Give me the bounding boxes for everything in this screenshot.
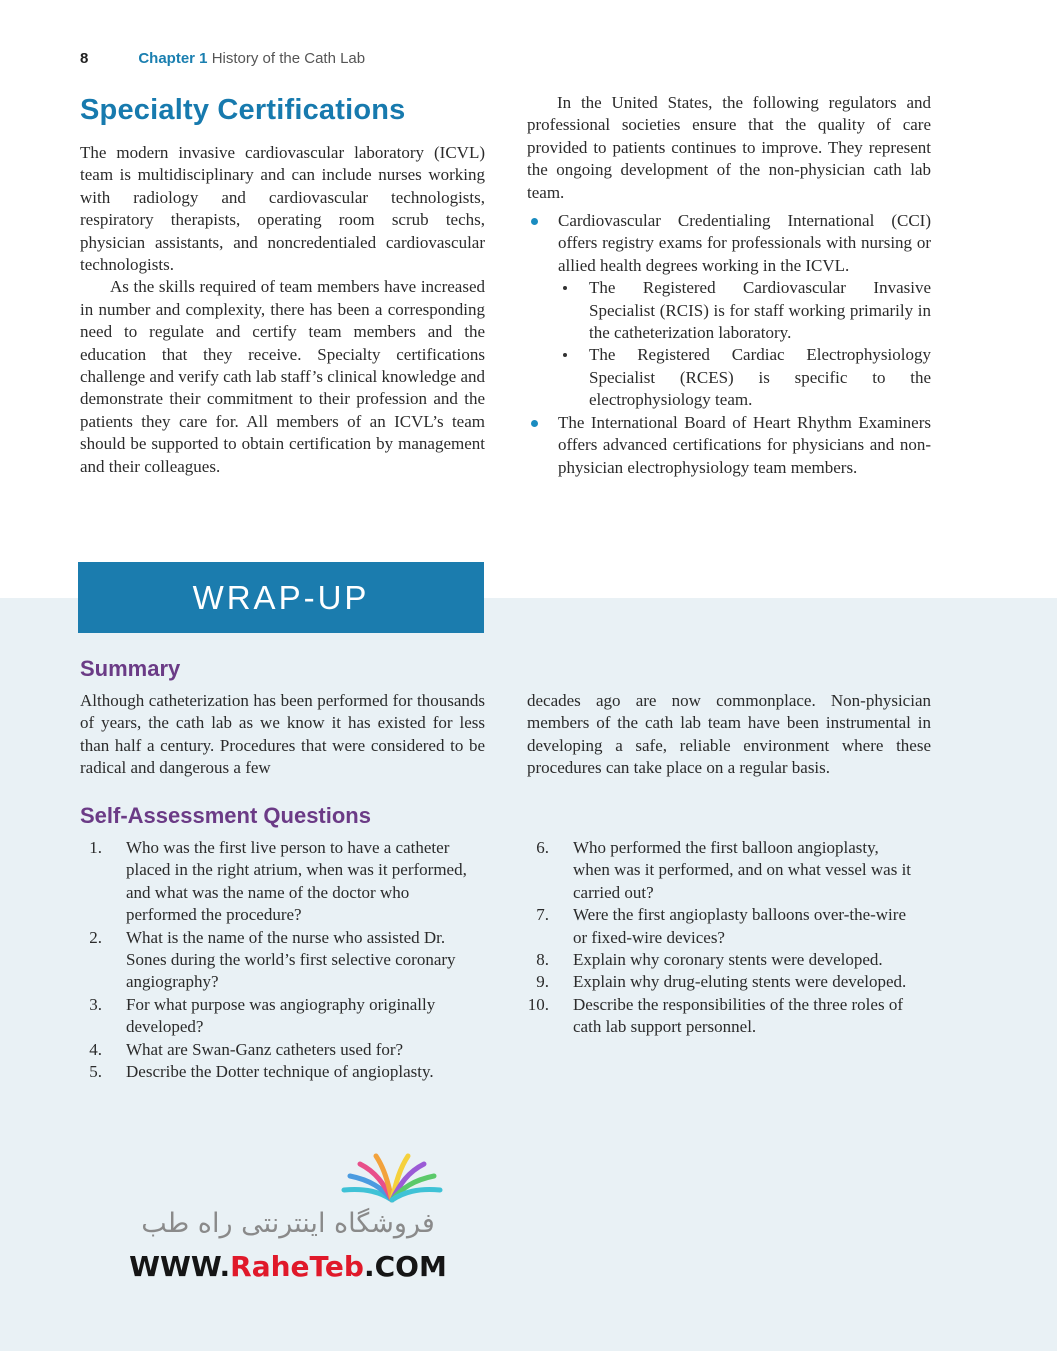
question-item xyxy=(527,994,919,1039)
wrapup-banner: WRAP-UP xyxy=(78,562,484,633)
book-rainbow-logo-icon xyxy=(336,1150,448,1206)
section-heading-specialty: Specialty Certifications xyxy=(80,94,406,126)
question-text: What is the name of the nurse who assisted Dr. Sones during the world’s first selective coronary angiography? xyxy=(126,927,456,992)
question-item xyxy=(80,994,475,1039)
question-text: Explain why coronary stents were developed. xyxy=(573,950,883,970)
list-item-text: Cardiovascular Credentialing International (CCI) offers registry exams for professionals with nursing or allied health degrees working in the ICVL. xyxy=(558,211,931,275)
list-item-text: The Registered Cardiac Electrophysiology Specialist (RCES) is specific to the electrophysiology team. xyxy=(589,345,931,410)
watermark-persian-text: فروشگاه اینترنتی راه طب xyxy=(141,1208,435,1239)
question-item xyxy=(527,949,919,971)
question-number: 10. xyxy=(527,994,549,1014)
list-item-ibhre xyxy=(527,412,931,479)
question-number: 4. xyxy=(89,1039,102,1059)
paragraph-icvl-team: The modern invasive cardiovascular laboratory (ICVL) team is multidisciplinary and can include nurses working with radiology and cardiovascular technologists, respiratory therapists, operating room scrub techs, physician assistants, and noncredentialed cardiovascular technologists. xyxy=(80,143,485,275)
left-column xyxy=(80,142,485,478)
url-brand: RaheTeb xyxy=(230,1250,364,1283)
paragraph-skills: As the skills required of team members have increased in number and complexity, there has been a corresponding need to regulate and certify team members and the education that they receive. Specialty certifications challenge and verify cath lab staff’s clinical knowledge and demonstrate their commitment to their profession and the patients they care for. All members of an ICVL’s team should be supported to obtain certification by management and their colleagues. xyxy=(80,277,485,476)
question-text: Who was the first live person to have a catheter placed in the right atrium, when was it performed, and what was the name of the doctor who performed the procedure? xyxy=(126,838,467,925)
question-item xyxy=(80,1039,475,1061)
questions-list-right xyxy=(527,837,919,1039)
url-prefix: WWW. xyxy=(129,1250,231,1283)
question-item xyxy=(80,927,475,994)
question-number: 9. xyxy=(536,972,549,992)
regulators-list xyxy=(527,210,931,479)
right-column xyxy=(527,92,931,479)
list-item-text: The International Board of Heart Rhythm Examiners offers advanced certifications for physicians and non-physician electrophysiology team members. xyxy=(558,412,931,477)
list-item-cci xyxy=(527,210,931,412)
questions-heading: Self-Assessment Questions xyxy=(80,803,371,828)
bullet-dot-icon xyxy=(563,286,567,290)
cci-sublist xyxy=(558,277,931,411)
summary-right-column xyxy=(527,690,931,780)
question-text: Were the first angioplasty balloons over-the-wire or fixed-wire devices? xyxy=(573,905,906,947)
question-number: 8. xyxy=(536,950,549,970)
question-text: For what purpose was angiography originally developed? xyxy=(126,994,436,1037)
questions-list-left xyxy=(80,837,475,1083)
questions-right-column xyxy=(527,837,919,1039)
summary-paragraph-right: decades ago are now commonplace. Non-physician members of the cath lab team have been instrumental in developing a safe, reliable environment where these procedures can take place on a regular basis. xyxy=(527,691,931,778)
question-number: 7. xyxy=(536,905,549,925)
question-text: Describe the Dotter technique of angioplasty. xyxy=(126,1062,434,1082)
summary-left-column xyxy=(80,690,485,780)
chapter-title: History of the Cath Lab xyxy=(211,50,366,67)
question-text: Explain why drug-eluting stents were developed. xyxy=(573,972,907,992)
question-number: 3. xyxy=(89,994,102,1014)
list-item-text: The Registered Cardiovascular Invasive Specialist (RCIS) is for staff working primarily in the catheterization laboratory. xyxy=(589,278,931,343)
question-item xyxy=(527,904,919,949)
summary-heading: Summary xyxy=(80,656,181,681)
url-suffix: .COM xyxy=(363,1250,447,1283)
sublist-item-rces xyxy=(558,344,931,411)
chapter-label: Chapter 1 xyxy=(138,50,208,67)
sublist-item-rcis xyxy=(558,277,931,344)
question-number: 5. xyxy=(89,1062,102,1082)
bullet-dot-icon xyxy=(531,218,538,225)
question-item xyxy=(80,837,475,927)
question-number: 2. xyxy=(89,927,102,947)
watermark-url xyxy=(126,1250,450,1283)
running-header xyxy=(80,50,365,67)
paragraph-regulators: In the United States, the following regulators and professional societies ensure that the quality of care provided to patients continues to improve. They represent the ongoing development of the non-physician cath lab team. xyxy=(527,93,931,202)
page-number: 8 xyxy=(80,50,89,67)
question-text: Describe the responsibilities of the three roles of cath lab support personnel. xyxy=(573,994,903,1037)
question-item xyxy=(80,1061,475,1083)
question-text: Who performed the first balloon angioplasty, when was it performed, and on what vessel was it carried out? xyxy=(573,838,912,902)
question-item xyxy=(527,837,919,904)
question-number: 6. xyxy=(536,838,549,857)
question-text: What are Swan-Ganz catheters used for? xyxy=(126,1039,404,1059)
questions-left-column xyxy=(80,837,475,1083)
summary-paragraph-left: Although catheterization has been performed for thousands of years, the cath lab as we know it has existed for less than half a century. Procedures that were considered to be radical and dangerous a few xyxy=(80,691,485,778)
question-item xyxy=(527,971,919,993)
bullet-dot-icon xyxy=(563,353,567,357)
question-number: 1. xyxy=(89,838,102,857)
bullet-dot-icon xyxy=(531,420,538,427)
